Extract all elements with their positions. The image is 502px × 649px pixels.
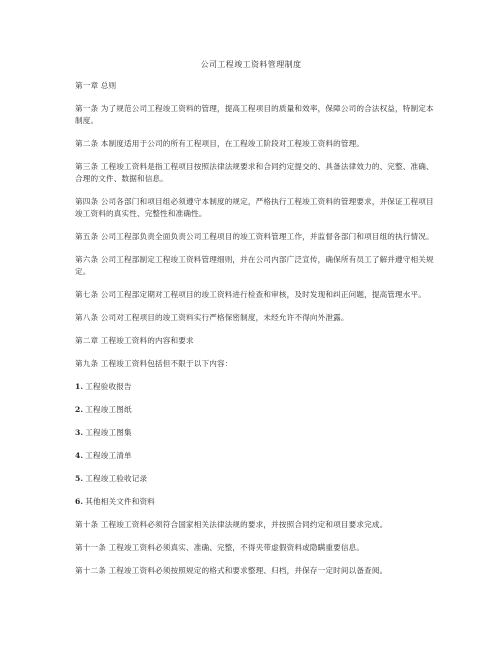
list-number: 6. [75, 497, 84, 506]
article-paragraph: 第十二条 工程竣工资料必须按照规定的格式和要求整理、归档，并保存一定时间以备查阅。 [75, 566, 388, 575]
article-paragraph: 第八条 公司对工程项目的竣工资料实行严格保密制度，未经允许不得向外泄露。 [75, 313, 349, 322]
article-paragraph: 第三条 工程竣工资料是指工程项目按照法律法规要求和合同约定提交的、具备法律效力的、完整、准确、合理的文件、数据和信息。 [75, 162, 434, 183]
list-number: 5. [75, 474, 84, 483]
list-text: 工程竣工图集 [85, 428, 132, 437]
list-text: 工程竣工验收记录 [85, 474, 148, 483]
article-paragraph: 第十条 工程竣工资料必须符合国家相关法律法规的要求，并按照合同约定和项目要求完成。 [75, 520, 388, 529]
article-paragraph: 第九条 工程竣工资料包括但不限于以下内容： [75, 359, 233, 368]
article-paragraph: 第五条 公司工程部负责全面负责公司工程项目的竣工资料管理工作，并监督各部门和项目组的执行情况。 [75, 232, 434, 241]
article-paragraph: 第六条 公司工程部制定工程竣工资料管理细则，并在公司内部广泛宣传，确保所有员工了解并遵守相关规定。 [75, 255, 434, 276]
list-item [75, 473, 435, 485]
document-body [75, 80, 435, 588]
list-item [75, 404, 435, 416]
list-text: 工程验收报告 [85, 382, 132, 391]
article-paragraph: 第十一条 工程竣工资料必须真实、准确、完整，不得夹带虚假资料或隐瞒重要信息。 [75, 543, 365, 552]
chapter-heading: 第二章 工程竣工资料的内容和要求 [75, 336, 194, 345]
list-text: 其他相关文件和资料 [85, 497, 155, 506]
list-number: 1. [75, 382, 84, 391]
list-number: 4. [75, 451, 84, 460]
document-title: 公司工程竣工资料管理制度 [200, 60, 302, 69]
list-item [75, 427, 435, 439]
list-number: 2. [75, 405, 84, 414]
list-item [75, 450, 435, 462]
list-item [75, 496, 435, 508]
list-number: 3. [75, 428, 84, 437]
list-item [75, 381, 435, 393]
chapter-heading: 第一章 总则 [75, 81, 117, 90]
list-text: 工程竣工图纸 [85, 405, 132, 414]
article-paragraph: 第二条 本制度适用于公司的所有工程项目，在工程竣工阶段对工程竣工资料的管理。 [75, 139, 365, 148]
list-text: 工程竣工清单 [85, 451, 132, 460]
article-paragraph: 第一条 为了规范公司工程竣工资料的管理，提高工程项目的质量和效率，保障公司的合法权益，特制定本制度。 [75, 104, 434, 125]
article-paragraph: 第四条 公司各部门和项目组必须遵守本制度的规定，严格执行工程竣工资料的管理要求，并保证工程项目竣工资料的真实性、完整性和准确性。 [75, 197, 434, 218]
article-paragraph: 第七条 公司工程部定期对工程项目的竣工资料进行检查和审核，及时发现和纠正问题，提高管理水平。 [75, 290, 427, 299]
